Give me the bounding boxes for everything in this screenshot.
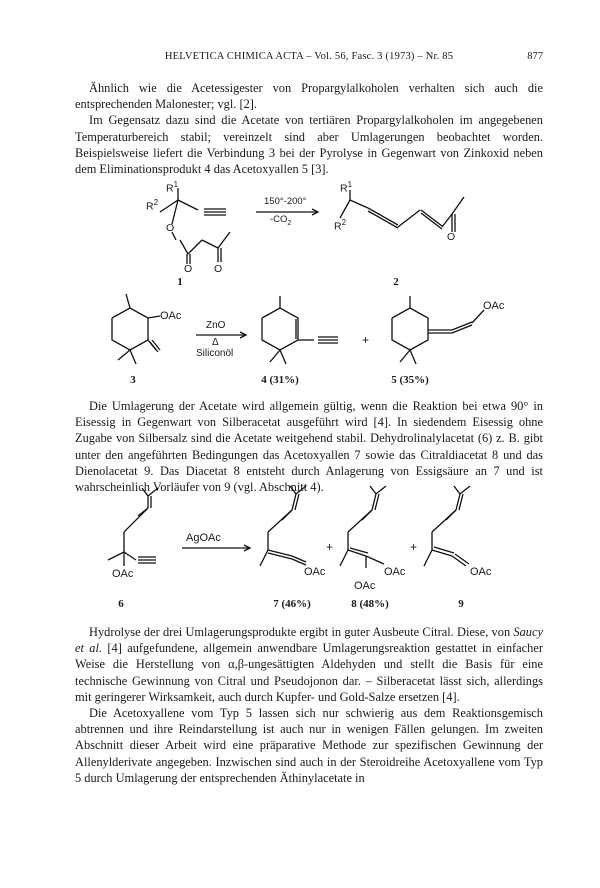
reaction-condition-agoac: AgOAc bbox=[186, 532, 221, 544]
oxygen-label: O bbox=[166, 222, 175, 234]
oxygen-label: O bbox=[184, 263, 193, 275]
structure-7 bbox=[260, 486, 306, 566]
page-number: 877 bbox=[527, 51, 543, 62]
paragraph-2: Im Gegensatz dazu sind die Acetate von tertiären Propargylalkoholen im angegebenen Temperaturbereich stabil; vereinzelt sind aber Umlagerungen beobachtet worden. Beispielsweise liefert die Verbindung 3 bei der Pyrolyse in Gegenwart von Zinkoxid neben dem Eliminationsprodukt 4 das Acetoxyallen 5 [3]. bbox=[75, 113, 543, 177]
oac-label: OAc bbox=[304, 566, 326, 578]
plus-sign: + bbox=[410, 540, 418, 554]
oac-label: OAc bbox=[384, 566, 406, 578]
author-citation: Saucy et al. bbox=[75, 625, 543, 656]
plus-sign: + bbox=[362, 333, 370, 347]
compound-number-1: 1 bbox=[177, 276, 183, 288]
compound-number-8: 8 (48%) bbox=[351, 598, 389, 610]
plus-sign: + bbox=[326, 540, 334, 554]
compound-number-2: 2 bbox=[393, 276, 399, 288]
oac-label: OAc bbox=[470, 566, 492, 578]
compound-number-6: 6 bbox=[118, 598, 124, 610]
paragraph-4: Hydrolyse der drei Umlagerungsprodukte ergibt in guter Ausbeute Citral. Diese, von Saucy et al. [4] aufgefundene, allgemein anwendbare Umlagerungsreaktion gestattet in einfacher Weise die Herstellung von α,β-ungesättigten Aldehyden und stellt die Basis für eine technische Gewinnung von Citral und Pseudojonon dar. – Silberacetat lässt sich, allerdings mit geringerer Wirksamkeit, auch durch Kupfer- und Gold-Salze ersetzen [4]. bbox=[75, 625, 543, 704]
r1-label: $R^1$ bbox=[340, 180, 353, 195]
compound-number-3: 3 bbox=[130, 374, 136, 386]
reaction-condition-delta: Δ bbox=[212, 337, 219, 348]
reaction-condition-solvent: Siliconöl bbox=[196, 348, 234, 359]
oxygen-label: O bbox=[447, 231, 456, 243]
r2-label: $R^2$ bbox=[334, 218, 347, 233]
compound-number-5: 5 (35%) bbox=[391, 374, 429, 386]
text-block-bottom bbox=[75, 624, 543, 786]
compound-number-7: 7 (46%) bbox=[273, 598, 311, 610]
paragraph-3: Die Umlagerung der Acetate wird allgemein gültig, wenn die Reaktion bei etwa 90° in Eisessig in Gegenwart von Silberacetat ausgeführt wird [4]. In siedendem Eisessig ohne Zugabe von Silbersalz sind die Acetate weitgehend stabil. Dehydrolinalylacetat (6) z. B. gibt unter den angeführten Bedingungen das Acetoxyallen 7 sowie das Citraldiacetat 8 und das Dienolacetat 9. Das Diacetat 8 entsteht durch Anlagerung von Essigsäure an 7 und ist wahrscheinlich Vorläufer von 9 (vgl. Abschnitt 4). bbox=[75, 399, 543, 495]
structure-6 bbox=[108, 488, 158, 566]
oxygen-label: O bbox=[214, 263, 223, 275]
structure-9 bbox=[424, 486, 470, 566]
reaction-arrow-3 bbox=[182, 545, 250, 551]
reaction-condition-temperature: 150°-200° bbox=[264, 196, 307, 207]
structure-8 bbox=[340, 486, 386, 568]
compound-number-9: 9 bbox=[458, 598, 464, 610]
oac-label: OAc bbox=[354, 580, 376, 592]
r2-label: $R^2$ bbox=[146, 198, 159, 213]
journal-header: HELVETICA CHIMICA ACTA – Vol. 56, Fasc. 3 (1973) – Nr. 85 bbox=[164, 51, 454, 62]
oac-label: OAc bbox=[483, 300, 505, 312]
oac-label: OAc bbox=[160, 310, 182, 322]
reaction-condition-zno: ZnO bbox=[206, 320, 226, 331]
paragraph-1: Ähnlich wie die Acetessigester von Propargylalkoholen verhalten sich auch die entsprechenden Malonester; vgl. [2]. bbox=[75, 81, 543, 112]
paragraph-5: Die Acetoxyallene vom Typ 5 lassen sich nur schwierig aus dem Reaktionsgemisch abtrennen und ihre Reindarstellung ist auch nur in wenigen Fällen gelungen. Im zweiten Abschnitt dieser Arbeit wird eine präparative Methode zur spezifischen Gewinnung der Allenylderivate angegeben. Inzwischen sind auch in der Steroidreihe Acetoxyallene vom Typ 5 durch Umlagerung der entsprechenden Äthinylacetate in bbox=[75, 706, 543, 785]
compound-number-4: 4 (31%) bbox=[261, 374, 299, 386]
r1-label: $R^1$ bbox=[166, 180, 179, 195]
oac-label: OAc bbox=[112, 568, 134, 580]
reaction-condition-co2: $-CO_2$ bbox=[270, 214, 292, 227]
